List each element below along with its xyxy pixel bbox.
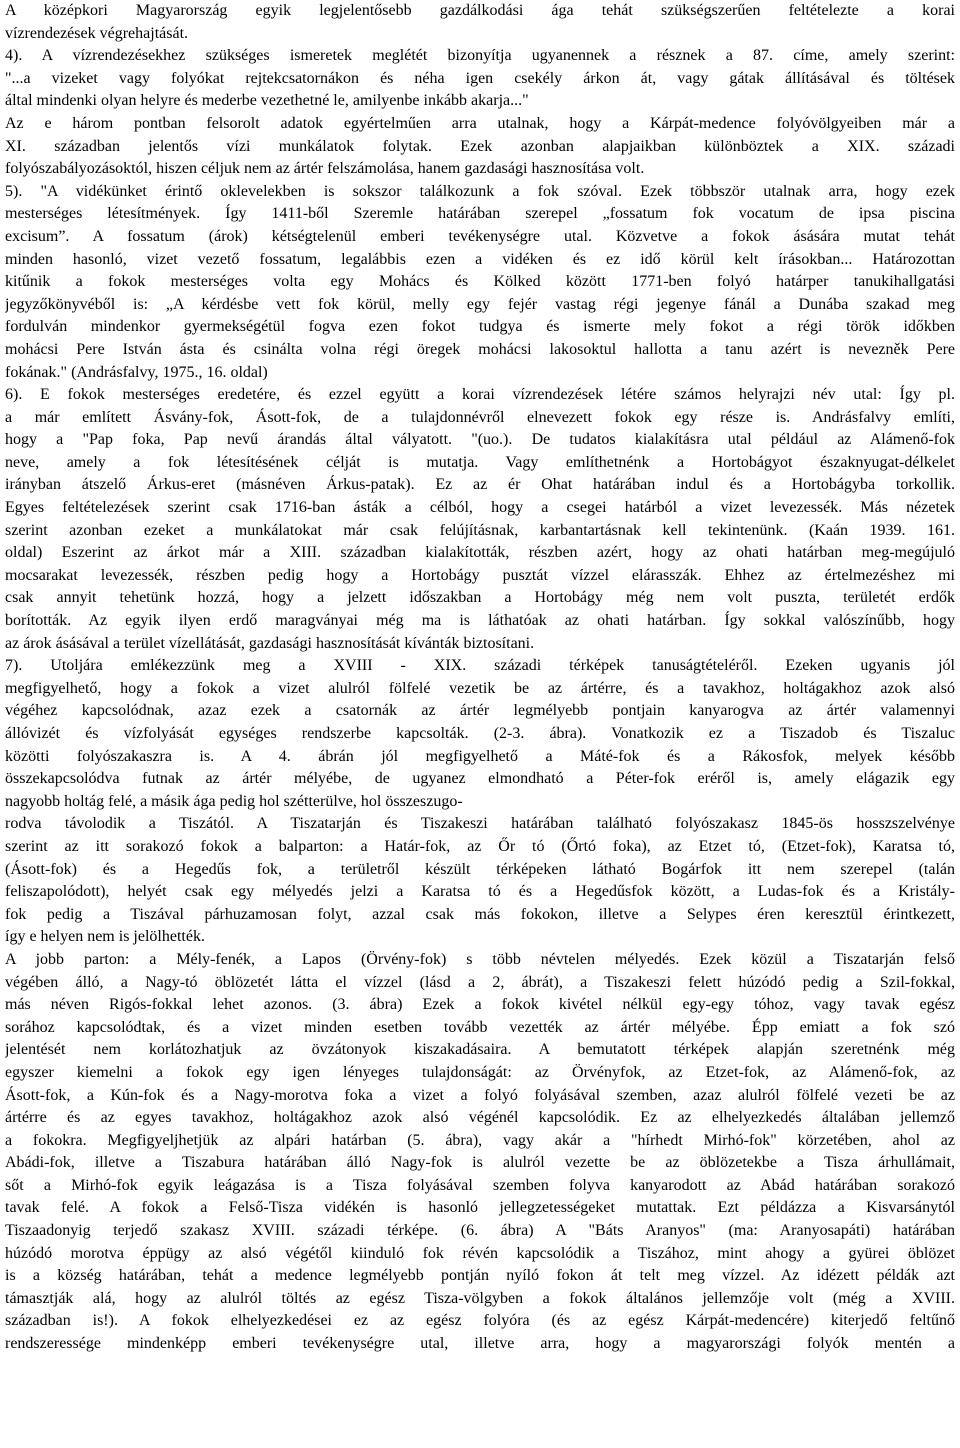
text-line: 4). A vízrendezésekhez szükséges ismeretek meglétét bizonyítja ugyanennek a résznek a 87. címe, amely szerint:	[5, 47, 955, 65]
text-line: végéhez kapcsolódnak, azaz ezek a csatornák az ártér legmélyebb pontjain kanyarogva az ártér valamennyi	[5, 702, 955, 720]
text-line: hogy a "Pap foka, Pap nevű árandás által vályatott. "(uo.). De tudatos kialakításra utal például az Alámenő-fok	[5, 431, 955, 449]
text-line: szerint az itt sorakozó fokok a balparton: a Határ-fok, az Őr tó (Őrtó foka), az Etzet tó, (Etzet-fok), Karatsa tó,	[5, 837, 955, 855]
text-line: neve, amely a fok létesítésének célját is mutatja. Vagy említhetnénk a Hortobágyot északnyugat-délkelet	[5, 453, 955, 471]
text-line: században is!). A fokok elhelyezkedései ez az egész folyóra (és az egész Kárpát-medencére) kiterjedő feltűnő	[5, 1312, 955, 1330]
text-line: megfigyelhető, hogy a fokok a vizet alulról fölfelé vezetik be az ártérre, és a tavakhoz, holtágakhoz azok alsó	[5, 679, 955, 697]
text-line: excisum”. A fossatum (árok) kétségtelenül emberi tevékenységre utal. Közvetve a fokok ásására mutat tehát	[5, 227, 955, 245]
text-line: rodva távolodik a Tiszától. A Tiszatarján és Tiszakeszi határában található folyószakasz 1845-ös hosszszelvénye	[5, 815, 955, 833]
text-line: más néven Rigós-fokkal lehet azonos. (3. ábra) Ezek a fokok kivétel nélkül egy-egy tóhoz, vagy tavak egész	[5, 996, 955, 1014]
text-line: csak annyit tehetünk hozzá, hogy a jelzett időszakban a Hortobágy még nem volt puszta, területét erdők	[5, 589, 955, 607]
text-line: tavak felé. A fokok a Felső-Tisza vidékén is hasonló jellegzetességeket mutattak. Ezt példázza a Kisvarsánytól	[5, 1199, 955, 1217]
text-line: XI. században jelentős vízi munkálatok folytak. Ezek azonban alapjaikban különböztek a XIX. századi	[5, 137, 955, 155]
text-line: jegyzőkönyvéből is: „A kérdésbe vett fok körül, melly egy fejér vastag régi jegenye fánál a Dunába szakad meg	[5, 295, 955, 313]
text-line: jelentését nem korlátozhatjuk az övzátonyok kiszakadásaira. A bemutatott térképek alapján szeretnénk még	[5, 1041, 955, 1059]
text-line: (Ásott-fok) és a Hegedűs fok, a területről készült térképeken látható Bogárfok itt nem szerepel (talán	[5, 860, 955, 878]
text-line: mocsarakat levezessék, részben pedig hogy a Hortobágy pusztát vízzel elárasszák. Ehhez az értelmezéshez mi	[5, 566, 955, 584]
text-line: oldal) Eszerint az árkot már a XIII. században kialakították, részben azért, hogy az ohati határban meg-megújuló	[5, 544, 955, 562]
text-line: "...a vizeket vagy folyókat rejtekcsatornákon és néha igen csekély árkon át, vagy gátak állításával és töltések	[5, 69, 955, 87]
text-line: mesterséges létesítmények. Így 1411-ből Szeremle határában szerepel „fossatum fok vocatum de ipsa piscina	[5, 205, 955, 223]
text-line: a már említett Ásvány-fok, Ásott-fok, de a tulajdonnévről elnevezett fokok egy része is. Andrásfalvy említi,	[5, 408, 955, 426]
text-line: támasztják alá, hogy az alulról töltés az egész Tisza-völgyben a fokok általános jellemzője volt (még a XVIII.	[5, 1289, 955, 1307]
text-line: Ásott-fok, a Kún-fok és a Nagy-morotva foka a vizet a folyó folyásával szemben, azaz alulról fölfelé vezeti be az	[5, 1086, 955, 1104]
text-line: 7). Utoljára emlékezzünk meg a XVIII - XIX. századi térképek tanuságtételéről. Ezeken ugyanis jól	[5, 657, 955, 675]
text-line: mohácsi Pere István ásta és csinálta volna régi öregek mohácsi lakosoktul hallotta a tanu azért is nevezněk Pere	[5, 340, 955, 358]
text-line: 6). E fokok mesterséges eredetére, és ezzel együtt a korai vízrendezések létére számos helyrajzi név utal: Így pl.	[5, 386, 955, 404]
text-line: közötti folyószakaszra is. A 4. ábrán jól megfigyelhető a Máté-fok és a Rákosfok, melyek később	[5, 747, 955, 765]
text-line: Az e három pontban felsorolt adatok egyértelműen arra utalnak, hogy a Kárpát-medence folyóvölgyeiben már a	[5, 114, 955, 132]
text-line: nagyobb holtág felé, a másik ága pedig hol szétterülve, hol összeszugo-	[5, 792, 463, 810]
text-line: sőt a Mirhó-fok egyik leágazása is a Tisza folyásával szemben folyva kanyarodott az Abád határában sorakozó	[5, 1176, 955, 1194]
text-line: Egyes feltételezések szerint csak 1716-ban ásták a célból, hogy a csegei határból a vizet levezessék. Más nézetek	[5, 499, 955, 517]
text-line: A jobb parton: a Mély-fenék, a Lapos (Örvény-fok) s több névtelen mélyedés. Ezek közül a Tiszatarján felső	[5, 950, 955, 968]
text-line: irányban átszelő Árkus-eret (másnéven Árkus-patak). Ez az ér Ohat határában indul és a Hortobágyba torkollik.	[5, 476, 955, 494]
text-line: húzódó morotva éppügy az alsó végétől kiinduló fok révén kapcsolódik a Tiszához, mint ahogy a gyürei öblözet	[5, 1244, 955, 1262]
text-line: feliszapolódott), helyét csak egy mélyedés jelzi a Karatsa tó és a Hegedűsfok között, a Ludas-fok és a Kristály-	[5, 883, 955, 901]
text-line: fordulván mindenkor gyermekségétül fogva ezen fokot tudgya és ismerte mely fokot a régi török időkben	[5, 318, 955, 336]
text-line: szerint azonban ezeket a munkálatokat már csak felújításnak, karbantartásnak kell tekintenünk. (Kaán 1939. 161.	[5, 521, 955, 539]
text-line: sorához kapcsolódtak, és a vizet minden esetben tovább vezették az ártér mélyébe. Épp emiatt a fok szó	[5, 1018, 955, 1036]
text-line: minden hasonló, vizet vezető fossatum, legalábbis ezen a vidéken és ez idő körül kelt írásokban... Határozottan	[5, 250, 955, 268]
text-line: A középkori Magyarország egyik legjelentősebb gazdálkodási ága tehát szükségszerűen feltételezte a korai	[5, 2, 955, 19]
text-line: végében álló, a Nagy-tó öblözetét látta el vízzel (lásd a 2, ábrát), a Tiszakeszi felett húzódó pedig a Szil-fokkal,	[5, 973, 955, 991]
text-line: 5). "A vidékünket érintő oklevelekben is sokszor találkozunk a fok szóval. Ezek többször utalnak arra, hogy ezek	[5, 182, 955, 200]
text-line: a fokokra. Megfigyeljhetjük az alpári határban (5. ábra), vagy akár a "hírhedt Mirhó-fok" körzetében, ahol az	[5, 1131, 955, 1149]
text-line: Abádi-fok, illetve a Tiszabura határában álló Nagy-fok is alulról vezette be az öblözetekbe a Tisza árhullámait,	[5, 1154, 955, 1172]
text-line: fokának." (Andrásfalvy, 1975., 16. oldal)	[5, 363, 268, 381]
text-line: egyszer kiemelni a fokok egy igen lényeges tulajdonságát: az Örvényfok, az Etzet-fok, az Alámenő-fok, az	[5, 1063, 955, 1081]
text-line: borították. Az egyik ilyen erdő maragványai még ma is láthatóak az ohati határban. Így sokkal valószínűbb, hogy	[5, 612, 955, 630]
text-line: vízrendezések végrehajtását.	[5, 24, 189, 42]
text-line: ártérre és az egyes tavakhoz, holtágakhoz azok alsó végénél kapcsolódik. Ez az elhelyezkedés általában jellemző	[5, 1109, 955, 1127]
text-line: fok pedig a Tiszával párhuzamosan folyt, azzal csak más fokokon, illetve a Selypes éren keresztül érintkezett,	[5, 905, 955, 923]
text-line: folyószabályozásoktól, hiszen céljuk nem az ártér felszámolása, hanem gazdasági hasznosítása volt.	[5, 160, 645, 178]
document-page	[5, 0, 955, 1356]
text-line: rendszeressége mindenképp emberi tevékenységre utal, illetve arra, hogy a magyarországi folyók mentén a	[5, 1335, 955, 1353]
text-line: az árok ásásával a terület vízellátását, gazdasági hasznosítását kívánták biztosítani.	[5, 634, 535, 652]
text-line: Tiszaadonyig terjedő szakasz XVIII. századi térképe. (6. ábra) A "Báts Aranyos" (ma: Aranyosapáti) határában	[5, 1222, 955, 1240]
text-line: is a község határában, tehát a medence legmélyebb pontján nyíló fokon át telt meg vízzel. Az idézett példák azt	[5, 1267, 955, 1285]
text-line: kitűnik a fokok mesterséges volta egy Mohács és Kölked között 1771-ben folyó határper tanukihallgatási	[5, 273, 955, 291]
text-line: összekapcsolódva futnak az ártér mélyébe, de ugyanez elmondható a Péter-fok eréről is, amely elágazik egy	[5, 770, 955, 788]
text-line: így e helyen nem is jelölhették.	[5, 928, 205, 946]
text-line: állóvizét és vízfolyását egységes rendszerbe kapcsolták. (2-3. ábra). Vonatkozik ez a Tiszadob és Tiszaluc	[5, 725, 955, 742]
text-line: által mindenki olyan helyre és mederbe vezethetné le, amilyenbe inkább akarja..."	[5, 92, 529, 110]
